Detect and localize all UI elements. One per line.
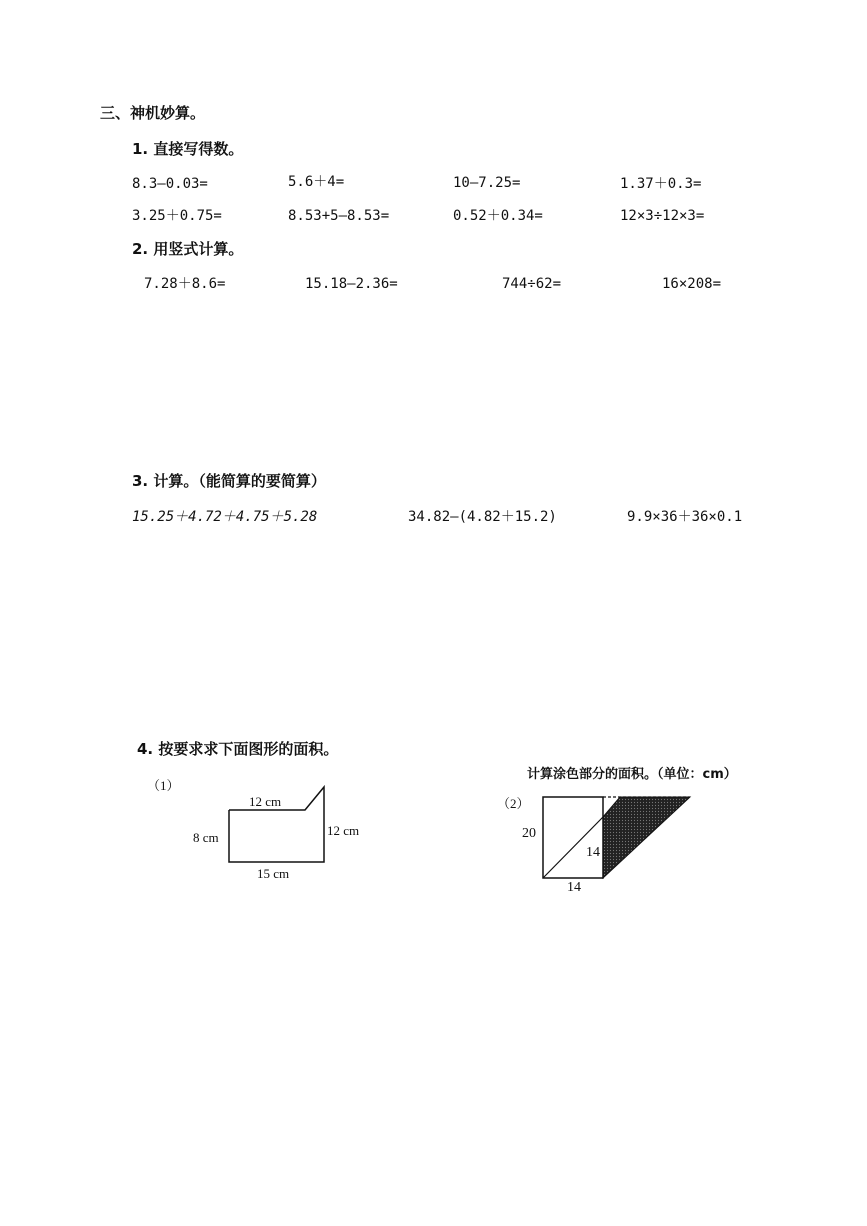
q3-item: 9.9×36＋36×0.1 — [627, 509, 743, 525]
fig2-height-label: 20 — [522, 826, 536, 841]
fig1-bottom-label: 15 cm — [257, 866, 290, 881]
q2-item: 744÷62= — [502, 276, 562, 292]
fig2-bottom-label: 14 — [567, 880, 581, 895]
section-title: 三、神机妙算。 — [100, 104, 206, 122]
q3-title: 3. 计算。（能简算的要简算） — [132, 472, 326, 490]
q3-item: 15.25＋4.72＋4.75＋5.28 — [132, 509, 318, 525]
q1-item: 5.6＋4= — [288, 174, 345, 190]
q3-item: 34.82—(4.82＋15.2) — [408, 509, 557, 525]
q1-item: 8.3—0.03= — [132, 176, 208, 192]
fig2-inner-label: 14 — [586, 845, 600, 860]
q1-item: 10—7.25= — [453, 175, 521, 191]
q2-title: 2. 用竖式计算。 — [132, 240, 244, 258]
q4-title: 4. 按要求求下面图形的面积。 — [137, 740, 339, 758]
q2-item: 7.28＋8.6= — [144, 276, 226, 292]
q1-item: 8.53+5—8.53= — [288, 208, 390, 224]
fig1-top-label: 12 cm — [249, 794, 282, 809]
q1-item: 1.37＋0.3= — [620, 176, 702, 192]
q1-item: 0.52＋0.34= — [453, 208, 543, 224]
q1-title: 1. 直接写得数。 — [132, 140, 244, 158]
fig1-index: （1） — [147, 778, 180, 793]
fig1-left-label: 8 cm — [193, 830, 219, 845]
q1-item: 3.25＋0.75= — [132, 208, 222, 224]
fig2-caption: 计算涂色部分的面积。（单位：cm） — [527, 767, 737, 782]
q1-item: 12×3÷12×3= — [620, 208, 705, 224]
q2-item: 15.18—2.36= — [305, 276, 398, 292]
fig2-index: （2） — [497, 796, 530, 811]
fig1-right-label: 12 cm — [327, 823, 360, 838]
q2-item: 16×208= — [662, 276, 722, 292]
